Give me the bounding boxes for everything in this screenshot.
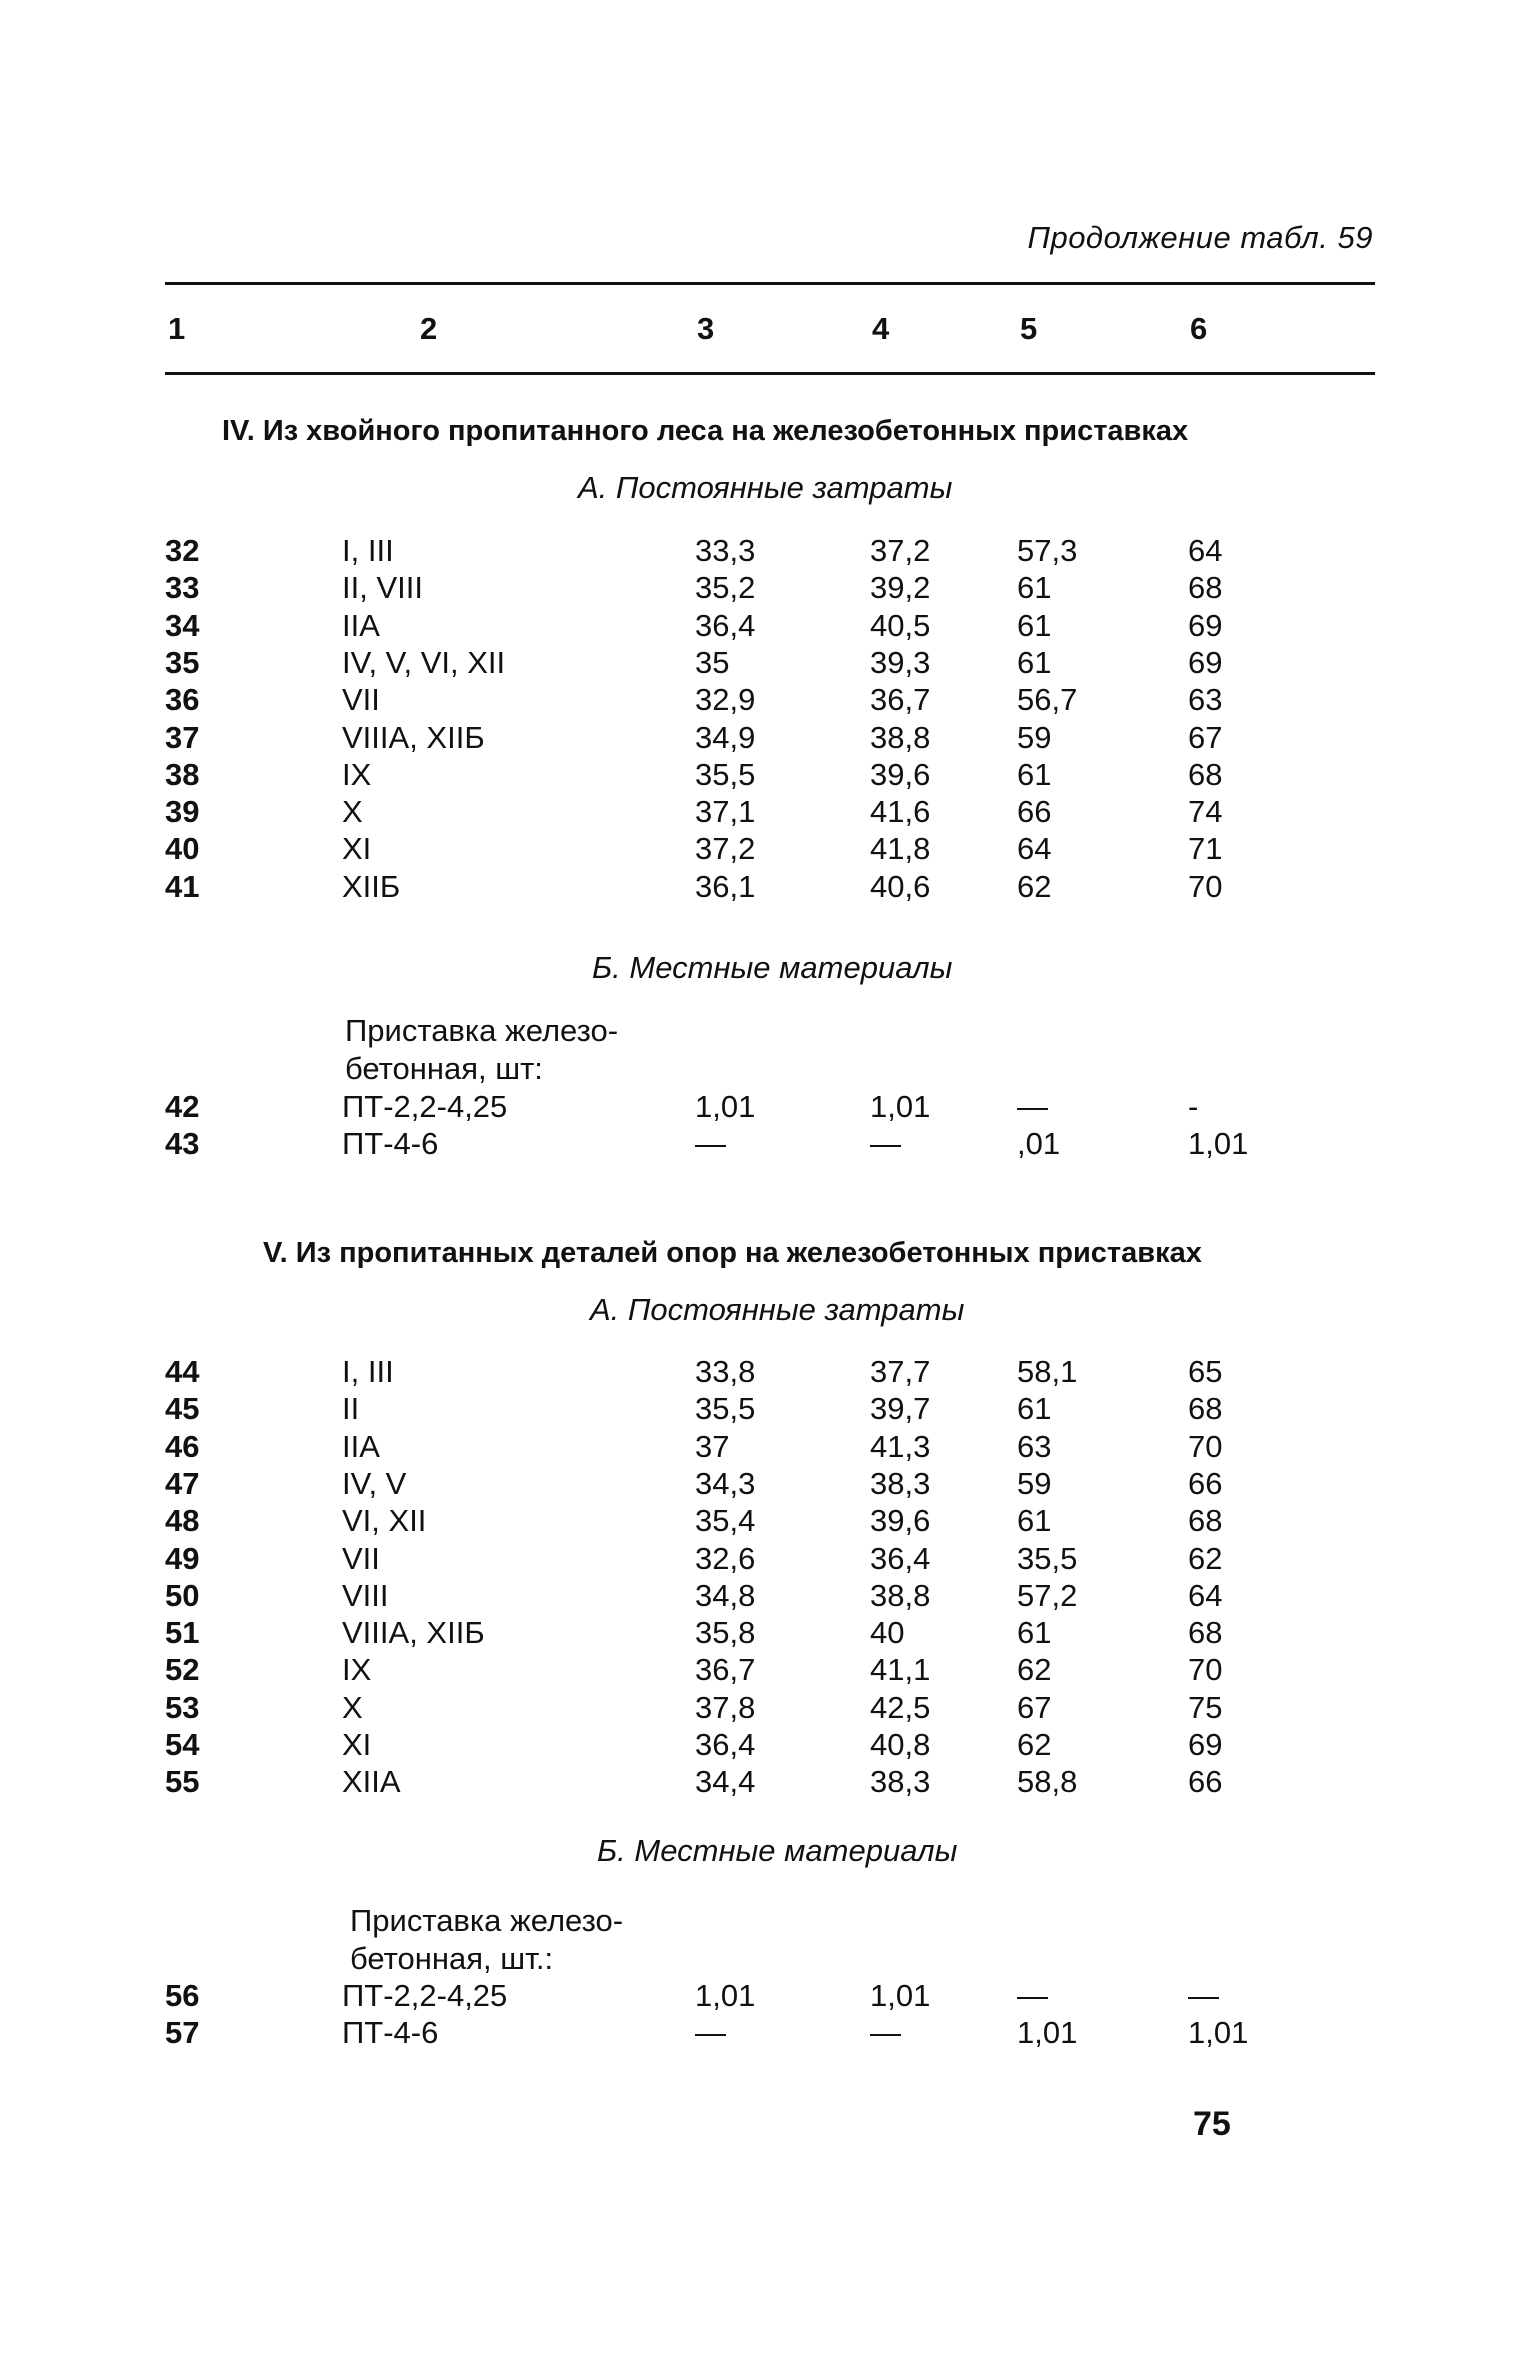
row-col6: 62 — [1188, 1540, 1223, 1576]
row-col3: 36,4 — [695, 607, 756, 643]
row-number: 57 — [165, 2015, 200, 2051]
row-col6: 67 — [1188, 719, 1223, 755]
row-number: 44 — [165, 1354, 200, 1389]
row-col3: 34,3 — [695, 1465, 756, 1501]
row-col3: 35,4 — [695, 1503, 756, 1539]
row-col3: 34,9 — [695, 719, 756, 755]
row-type: I, III — [342, 533, 394, 568]
row-type: II — [342, 1391, 360, 1427]
row-number: 53 — [165, 1689, 200, 1725]
row-col3: 37 — [695, 1428, 730, 1464]
row-col4: — — [870, 1126, 901, 1162]
row-col6: - — [1188, 1089, 1199, 1124]
row-type: ПТ-4-6 — [342, 2015, 439, 2051]
header-top-rule — [165, 282, 1375, 285]
row-col3: 36,7 — [695, 1652, 756, 1688]
row-col3: — — [695, 1126, 726, 1162]
row-col4: 41,3 — [870, 1428, 931, 1464]
row-col6: 69 — [1188, 1727, 1223, 1762]
row-col4: 1,01 — [870, 1978, 931, 2013]
row-col5: — — [1017, 1978, 1048, 2013]
row-col5: 56,7 — [1017, 682, 1078, 718]
row-col6: 1,01 — [1188, 1126, 1249, 1162]
row-col6: 70 — [1188, 1428, 1223, 1464]
row-number: 33 — [165, 570, 200, 606]
row-col5: 66 — [1017, 794, 1052, 830]
row-col5: 59 — [1017, 719, 1052, 755]
row-col4: 40,5 — [870, 607, 931, 643]
row-type: IV, V — [342, 1465, 407, 1501]
row-type: VI, XII — [342, 1503, 427, 1539]
row-col6: 64 — [1188, 1577, 1223, 1613]
row-col4: 40,8 — [870, 1727, 931, 1762]
row-col4: 41,1 — [870, 1652, 931, 1688]
row-col4: 39,3 — [870, 644, 931, 680]
row-type: IIА — [342, 1428, 380, 1464]
row-col5: 62 — [1017, 1727, 1052, 1762]
row-type: IIА — [342, 607, 380, 643]
row-col6: 70 — [1188, 1652, 1223, 1688]
row-col3: 1,01 — [695, 1978, 756, 2013]
row-col3: 35,5 — [695, 1391, 756, 1427]
row-type: XIIА — [342, 1764, 401, 1800]
section-iv-sub-b-label-line1: Приставка железо- — [345, 1013, 619, 1048]
row-type: X — [342, 794, 363, 830]
row-type: VII — [342, 1540, 380, 1576]
row-col5: 64 — [1017, 831, 1052, 867]
row-col3: 37,8 — [695, 1689, 756, 1725]
row-number: 41 — [165, 868, 200, 904]
row-col6: 65 — [1188, 1354, 1223, 1389]
row-col4: 38,8 — [870, 719, 931, 755]
row-col3: 33,3 — [695, 533, 756, 568]
row-number: 48 — [165, 1503, 200, 1539]
row-number: 34 — [165, 607, 200, 643]
row-type: XIIБ — [342, 868, 401, 904]
row-col5: 63 — [1017, 1428, 1052, 1464]
row-col6: 63 — [1188, 682, 1223, 718]
row-col5: 67 — [1017, 1689, 1052, 1725]
section-iv-sub-b-title: Б. Местные материалы — [592, 950, 953, 985]
row-col5: 61 — [1017, 1391, 1052, 1427]
row-col4: 37,7 — [870, 1354, 931, 1389]
row-col4: 41,6 — [870, 794, 931, 830]
header-bottom-rule — [165, 372, 1375, 375]
row-col6: 70 — [1188, 868, 1223, 904]
row-number: 43 — [165, 1126, 200, 1162]
section-iv-sub-b-label-line2: бетонная, шт: — [345, 1051, 543, 1086]
row-type: I, III — [342, 1354, 394, 1389]
row-type: ПТ-2,2-4,25 — [342, 1978, 508, 2013]
section-v-sub-b-title: Б. Местные материалы — [597, 1833, 958, 1868]
row-number: 38 — [165, 756, 200, 792]
row-col3: 36,1 — [695, 868, 756, 904]
row-number: 46 — [165, 1428, 200, 1464]
row-type: XI — [342, 831, 372, 867]
row-type: ПТ-4-6 — [342, 1126, 439, 1162]
row-col4: 37,2 — [870, 533, 931, 568]
page-number: 75 — [1193, 2105, 1231, 2143]
row-col5: 61 — [1017, 570, 1052, 606]
row-col3: 34,4 — [695, 1764, 756, 1800]
row-type: ПТ-2,2-4,25 — [342, 1089, 508, 1124]
section-iv-sub-a-title: А. Постоянные затраты — [578, 470, 953, 505]
row-col6: 75 — [1188, 1689, 1223, 1725]
row-type: II, VIII — [342, 570, 423, 606]
row-number: 56 — [165, 1978, 200, 2013]
row-col3: 35,5 — [695, 756, 756, 792]
section-v-sub-b-label-line1: Приставка железо- — [350, 1903, 624, 1938]
row-number: 55 — [165, 1764, 200, 1800]
row-col6: 1,01 — [1188, 2015, 1249, 2051]
row-col3: 35 — [695, 644, 730, 680]
row-col4: 42,5 — [870, 1689, 931, 1725]
row-col6: 71 — [1188, 831, 1223, 867]
row-col4: 39,6 — [870, 756, 931, 792]
row-col3: 1,01 — [695, 1089, 756, 1124]
row-col6: 68 — [1188, 756, 1223, 792]
row-col4: 38,3 — [870, 1764, 931, 1800]
row-col6: — — [1188, 1978, 1219, 2013]
section-iv-title: IV. Из хвойного пропитанного леса на железобетонных приставках — [222, 415, 1189, 447]
row-number: 54 — [165, 1727, 200, 1762]
section-v-sub-a-title: А. Постоянные затраты — [590, 1292, 965, 1327]
row-col4: 1,01 — [870, 1089, 931, 1124]
row-col4: — — [870, 2015, 901, 2051]
row-col5: 1,01 — [1017, 2015, 1078, 2051]
row-col6: 69 — [1188, 607, 1223, 643]
row-col3: 33,8 — [695, 1354, 756, 1389]
row-type: X — [342, 1689, 363, 1725]
row-number: 37 — [165, 719, 200, 755]
column-number-3: 3 — [697, 311, 715, 346]
row-col6: 68 — [1188, 1391, 1223, 1427]
row-col5: 35,5 — [1017, 1540, 1078, 1576]
section-v-title: V. Из пропитанных деталей опор на железобетонных приставках — [263, 1237, 1202, 1269]
row-col6: 68 — [1188, 570, 1223, 606]
row-col5: 61 — [1017, 644, 1052, 680]
row-col6: 66 — [1188, 1764, 1223, 1800]
row-number: 32 — [165, 533, 200, 568]
row-col6: 64 — [1188, 533, 1223, 568]
row-number: 47 — [165, 1465, 200, 1501]
row-number: 45 — [165, 1391, 200, 1427]
row-type: VIII — [342, 1577, 389, 1613]
row-col6: 68 — [1188, 1503, 1223, 1539]
column-number-1: 1 — [168, 311, 186, 346]
row-col3: 35,8 — [695, 1615, 756, 1651]
row-col4: 39,2 — [870, 570, 931, 606]
row-col3: 37,2 — [695, 831, 756, 867]
row-col3: — — [695, 2015, 726, 2051]
row-number: 42 — [165, 1089, 200, 1124]
column-number-4: 4 — [872, 311, 890, 346]
column-number-6: 6 — [1190, 311, 1208, 346]
row-number: 39 — [165, 794, 200, 830]
row-type: IV, V, VI, XII — [342, 644, 506, 680]
row-col4: 38,8 — [870, 1577, 931, 1613]
row-col5: 57,2 — [1017, 1577, 1078, 1613]
row-col4: 39,7 — [870, 1391, 931, 1427]
column-number-5: 5 — [1020, 311, 1038, 346]
row-col5: 62 — [1017, 868, 1052, 904]
row-col5: 61 — [1017, 756, 1052, 792]
row-col6: 66 — [1188, 1465, 1223, 1501]
row-col4: 36,4 — [870, 1540, 931, 1576]
row-number: 35 — [165, 644, 200, 680]
row-col5: ,01 — [1017, 1126, 1061, 1162]
row-col5: 62 — [1017, 1652, 1052, 1688]
row-number: 36 — [165, 682, 200, 718]
row-col4: 39,6 — [870, 1503, 931, 1539]
row-number: 40 — [165, 831, 200, 867]
row-col4: 40,6 — [870, 868, 931, 904]
row-number: 50 — [165, 1577, 200, 1613]
row-col5: 57,3 — [1017, 533, 1078, 568]
row-number: 51 — [165, 1615, 200, 1651]
row-number: 49 — [165, 1540, 200, 1576]
continuation-title: Продолжение табл. 59 — [1027, 220, 1373, 255]
column-number-2: 2 — [420, 311, 438, 346]
row-col5: 59 — [1017, 1465, 1052, 1501]
row-col5: 61 — [1017, 1615, 1052, 1651]
row-col3: 36,4 — [695, 1727, 756, 1762]
section-v-sub-b-label-line2: бетонная, шт.: — [350, 1941, 554, 1976]
row-col5: 61 — [1017, 1503, 1052, 1539]
row-col6: 69 — [1188, 644, 1223, 680]
row-type: IX — [342, 1652, 372, 1688]
row-col3: 34,8 — [695, 1577, 756, 1613]
row-col6: 68 — [1188, 1615, 1223, 1651]
row-col4: 40 — [870, 1615, 905, 1651]
row-col3: 35,2 — [695, 570, 756, 606]
row-col5: 58,1 — [1017, 1354, 1078, 1389]
row-type: VIIIА, XIIБ — [342, 719, 485, 755]
row-col4: 38,3 — [870, 1465, 931, 1501]
row-col3: 37,1 — [695, 794, 756, 830]
row-col4: 36,7 — [870, 682, 931, 718]
row-col6: 74 — [1188, 794, 1223, 830]
row-type: VII — [342, 682, 380, 718]
row-col5: 61 — [1017, 607, 1052, 643]
row-type: VIIIА, XIIБ — [342, 1615, 485, 1651]
row-col5: 58,8 — [1017, 1764, 1078, 1800]
row-col3: 32,6 — [695, 1540, 756, 1576]
row-col5: — — [1017, 1089, 1048, 1124]
row-type: XI — [342, 1727, 372, 1762]
row-number: 52 — [165, 1652, 200, 1688]
row-col3: 32,9 — [695, 682, 756, 718]
row-col4: 41,8 — [870, 831, 931, 867]
row-type: IX — [342, 756, 372, 792]
